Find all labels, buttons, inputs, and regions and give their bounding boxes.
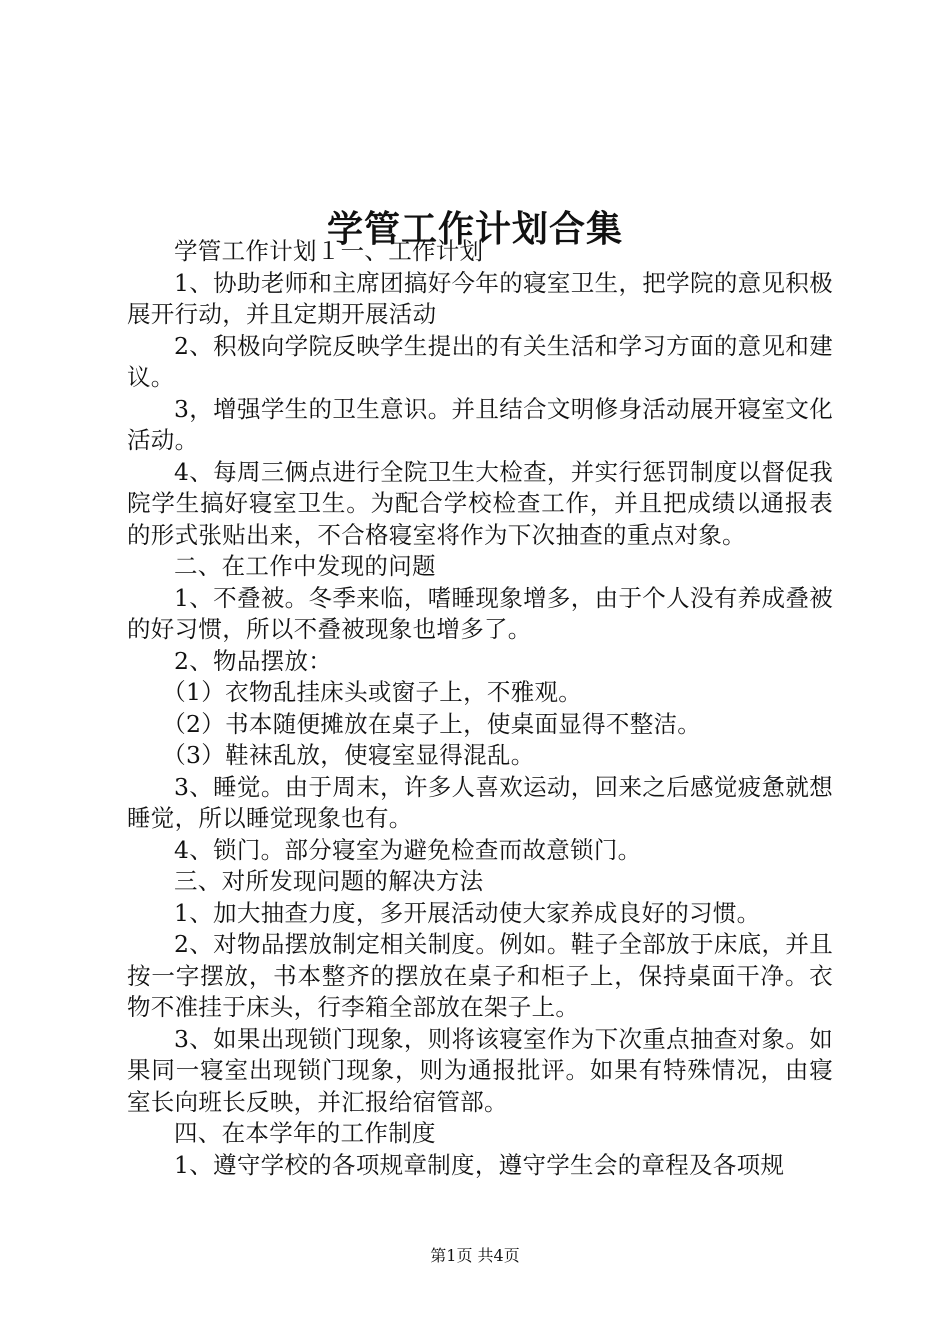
paragraph: 二、在工作中发现的问题 (174, 552, 436, 580)
paragraph: 1、加大抽查力度，多开展活动使大家养成良好的习惯。 (174, 898, 761, 927)
paragraph: （3）鞋袜乱放，使寝室显得混乱。 (162, 741, 535, 769)
paragraph: 3、如果出现锁门现象，则将该寝室作为下次重点抽查对象。如果同一寝室出现锁门现象，则为通报批评。如果有特殊情况，由寝室长向班长反映，并汇报给宿管部。 (127, 1024, 833, 1116)
paragraph: 1、协助老师和主席团搞好今年的寝室卫生，把学院的意见积极展开行动，并且定期开展活动 (127, 268, 833, 328)
page-footer: 第1页 共4页 (430, 1246, 520, 1265)
paragraph: 2、对物品摆放制定相关制度。例如。鞋子全部放于床底，并且按一字摆放，书本整齐的摆放在桌子和柜子上，保持桌面干净。衣物不准挂于床头，行李箱全部放在架子上。 (127, 930, 833, 1021)
paragraph: 1、遵守学校的各项规章制度，遵守学生会的章程及各项规 (174, 1150, 785, 1179)
document-title: 学管工作计划合集 (326, 208, 623, 251)
paragraph: 3，增强学生的卫生意识。并且结合文明修身活动展开寝室文化活动。 (127, 394, 833, 454)
paragraph: 四、在本学年的工作制度 (174, 1119, 436, 1147)
paragraph: 4、每周三俩点进行全院卫生大检查，并实行惩罚制度以督促我院学生搞好寝室卫生。为配合学校检查工作，并且把成绩以通报表的形式张贴出来，不合格寝室将作为下次抽查的重点对象。 (127, 457, 833, 549)
paragraph: 2、物品摆放： (174, 646, 333, 675)
paragraph: 4、锁门。部分寝室为避免检查而故意锁门。 (174, 835, 642, 864)
paragraph: 1、不叠被。冬季来临，嗜睡现象增多，由于个人没有养成叠被的好习惯，所以不叠被现象也增多了。 (127, 583, 833, 643)
paragraph: 学管工作计划１一、工作计划 (174, 237, 484, 265)
paragraph: 3、睡觉。由于周末，许多人喜欢运动，回来之后感觉疲惫就想睡觉，所以睡觉现象也有。 (127, 772, 833, 832)
paragraph: （2）书本随便摊放在桌子上，使桌面显得不整洁。 (162, 709, 702, 738)
document-body (127, 236, 833, 1181)
paragraph: 2、积极向学院反映学生提出的有关生活和学习方面的意见和建议。 (127, 331, 833, 391)
paragraph: （1）衣物乱挂床头或窗子上，不雅观。 (162, 678, 583, 706)
paragraph: 三、对所发现问题的解决方法 (174, 867, 484, 895)
